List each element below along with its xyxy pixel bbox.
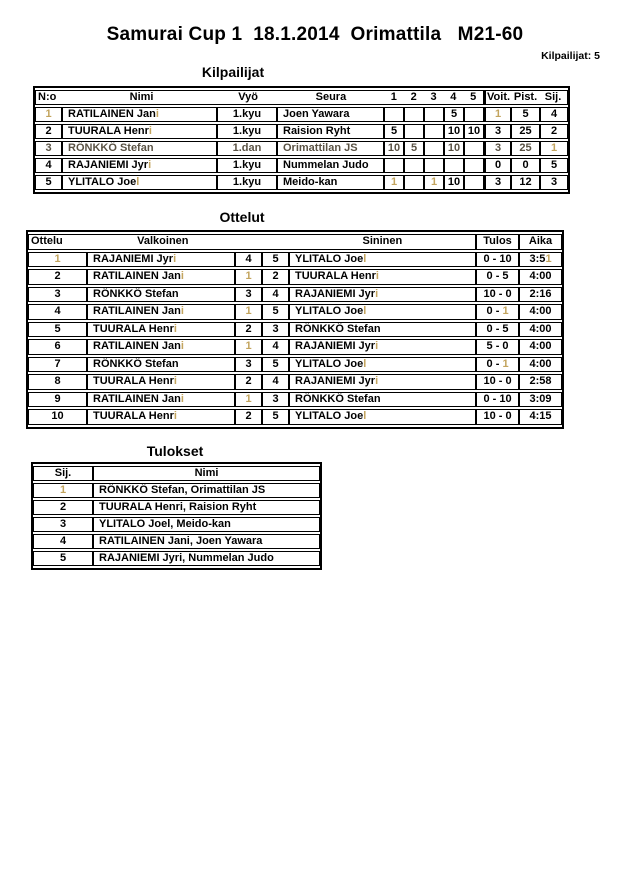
cell-aika: 4:00 [519,304,562,320]
cell-aika: 3:51 [519,252,562,268]
cell-no: 5 [35,175,62,190]
cell-seura: Nummelan Judo [277,158,384,173]
cell-tulos: 10 - 0 [476,374,519,390]
faint-glyph: 1 [245,305,252,318]
cell-valkoinen: RATILAINEN Jani [87,304,235,320]
cell-sij: 2 [33,500,93,515]
faint-glyph: 1 [245,340,252,353]
cell-pist: 5 [511,107,540,122]
faint-glyph: 1 [45,108,52,120]
cell-round-2 [404,107,424,122]
cell-valkoinen: RATILAINEN Jani [87,339,235,355]
cell-aika: 4:00 [519,339,562,355]
faint-glyph: l [363,252,367,265]
cell-white-number: 2 [235,409,262,425]
kilpailijat-table [33,86,570,194]
col-header-vyo: Vyö [238,91,259,103]
faint-glyph: i [375,270,379,283]
cell-no [35,107,62,122]
col-header-round-1: 1 [390,91,397,103]
faint-glyph: i [375,287,379,300]
cell-seura: Joen Yawara [277,107,384,122]
faint-glyph: 1 [502,305,509,318]
col-header-pist: Pist. [513,91,538,103]
cell-pist: 0 [511,158,540,173]
table-row [33,500,320,515]
cell-ottelu: 3 [28,287,87,303]
cell-nimi: TUURALA Henri [62,124,217,139]
cell-white-number: 2 [235,322,262,338]
table-row [35,107,568,122]
col-header-nimi: Nimi [129,91,154,103]
col-header-valkoinen: Valkoinen [137,235,189,248]
cell-round-1: 5 [384,124,404,139]
cell-blue-number: 5 [262,357,289,373]
faint-glyph: 1 [502,357,509,370]
col-header-aika: Aika [519,234,562,250]
cell-round-4: 10 [444,124,464,139]
cell-aika: 2:16 [519,287,562,303]
cell-vyo: 1.kyu [217,107,277,122]
table-row [28,304,562,320]
table-row [28,252,562,268]
cell-round-3 [424,124,444,139]
cell-blue-number: 4 [262,287,289,303]
faint-glyph: 1 [59,484,67,496]
kilpailijat-header-right [484,90,568,105]
cell-ottelu: 9 [28,392,87,408]
cell-ottelu [28,252,87,268]
cell-valkoinen: RAJANIEMI Jyri [87,252,235,268]
cell-aika: 2:58 [519,374,562,390]
cell-sij [33,483,93,498]
table-row [35,141,568,156]
kilpailijat-heading: Kilpailijat [201,64,265,80]
cell-valkoinen: RÖNKKÖ Stefan [87,357,235,373]
cell-sininen: RAJANIEMI Jyri [289,287,476,303]
table-row [35,124,568,139]
cell-sininen: YLITALO Joel [289,304,476,320]
table-row [33,517,320,532]
cell-round-4 [444,158,464,173]
cell-round-2 [404,158,424,173]
cell-sij: 2 [540,124,568,139]
faint-glyph: 1 [551,142,558,154]
cell-white-number: 2 [235,374,262,390]
cell-valkoinen: RÖNKKÖ Stefan [87,287,235,303]
cell-seura: Raision Ryht [277,124,384,139]
table-row [33,483,320,498]
cell-round-3 [424,158,444,173]
cell-aika: 4:15 [519,409,562,425]
cell-vyo: 1.kyu [217,158,277,173]
faint-glyph: 1 [390,176,398,188]
table-row [33,534,320,549]
cell-round-3 [424,107,444,122]
faint-glyph: 1 [494,108,502,120]
cell-round-5 [464,158,484,173]
faint-glyph: i [155,108,159,120]
col-header-round-3: 3 [430,91,437,103]
faint-glyph: 1 [245,270,252,283]
cell-sininen: TUURALA Henri [289,269,476,285]
ottelut-table [26,230,564,429]
cell-pist: 25 [511,124,540,139]
cell-nimi: YLITALO Joel, Meido-kan [93,517,320,532]
cell-sij: 4 [540,107,568,122]
table-row [28,357,562,373]
faint-glyph: i [148,159,152,171]
cell-white-number [235,392,262,408]
kilpailijat-header-row [35,90,568,105]
cell-white-number: 3 [235,287,262,303]
cell-round-3 [424,141,444,156]
cell-sij: 3 [33,517,93,532]
faint-glyph: 1 [430,176,438,188]
cell-tulos: 0 - 1 [476,304,519,320]
cell-round-2 [404,175,424,190]
col-header-tulos: Tulos [476,234,519,250]
cell-voit: 3 [484,124,511,139]
col-header-round-4: 4 [450,91,457,103]
ottelut-header-left [28,234,476,250]
cell-blue-number: 2 [262,269,289,285]
cell-aika: 3:09 [519,392,562,408]
col-header-sininen: Sininen [362,235,403,248]
competitors-count-note: Kilpailijat: 5 [541,50,600,62]
cell-blue-number: 5 [262,304,289,320]
cell-ottelu: 7 [28,357,87,373]
cell-valkoinen: RATILAINEN Jani [87,392,235,408]
cell-pist: 25 [511,141,540,156]
cell-blue-number: 4 [262,374,289,390]
cell-voit: 3 [484,141,511,156]
faint-glyph: l [363,357,367,370]
cell-voit: 3 [484,175,511,190]
cell-voit [484,107,511,122]
faint-glyph: i [180,340,184,353]
cell-tulos: 5 - 0 [476,339,519,355]
cell-sij: 5 [540,158,568,173]
cell-sininen: RAJANIEMI Jyri [289,374,476,390]
cell-seura: Orimattilan JS [277,141,384,156]
table-row [35,158,568,173]
cell-tulos: 0 - 10 [476,252,519,268]
faint-glyph: l [136,176,140,188]
cell-round-2: 5 [404,141,424,156]
cell-round-5 [464,141,484,156]
cell-ottelu: 5 [28,322,87,338]
cell-white-number [235,269,262,285]
cell-round-5: 10 [464,124,484,139]
faint-glyph: 1 [54,252,61,265]
ottelut-header-row [28,234,562,250]
faint-glyph: 1 [245,392,252,405]
cell-tulos: 10 - 0 [476,409,519,425]
cell-round-2 [404,124,424,139]
cell-blue-number: 5 [262,252,289,268]
col-header-seura: Seura [315,91,347,103]
cell-nimi: RÖNKKÖ Stefan [62,141,217,156]
cell-sininen: YLITALO Joel [289,409,476,425]
cell-sij [540,141,568,156]
cell-aika: 4:00 [519,357,562,373]
cell-blue-number: 4 [262,339,289,355]
table-row [33,551,320,566]
cell-sij: 5 [33,551,93,566]
table-row [28,322,562,338]
cell-valkoinen: TUURALA Henri [87,322,235,338]
cell-sij: 3 [540,175,568,190]
faint-glyph: i [375,340,379,353]
cell-no: 3 [35,141,62,156]
faint-glyph: l [363,410,367,423]
cell-voit: 0 [484,158,511,173]
cell-round-1 [384,175,404,190]
faint-glyph: i [173,252,177,265]
cell-sininen: RÖNKKÖ Stefan [289,322,476,338]
col-header-voit: Voit. [487,91,511,103]
cell-round-4: 5 [444,107,464,122]
cell-round-1 [384,107,404,122]
table-row [35,175,568,190]
cell-sininen: YLITALO Joel [289,357,476,373]
cell-white-number [235,339,262,355]
cell-nimi: RATILAINEN Jani, Joen Yawara [93,534,320,549]
cell-nimi: YLITALO Joel [62,175,217,190]
cell-aika: 4:00 [519,322,562,338]
table-row [28,269,562,285]
cell-no: 2 [35,124,62,139]
cell-ottelu: 6 [28,339,87,355]
cell-no: 4 [35,158,62,173]
col-header-round-2: 2 [410,91,417,103]
cell-round-4: 10 [444,175,464,190]
cell-nimi: RATILAINEN Jani [62,107,217,122]
tulokset-table [31,462,322,570]
faint-glyph: i [173,322,177,335]
faint-glyph: i [148,125,152,137]
cell-seura: Meido-kan [277,175,384,190]
cell-blue-number: 5 [262,409,289,425]
cell-ottelu: 2 [28,269,87,285]
cell-sininen: RÖNKKÖ Stefan [289,392,476,408]
faint-glyph: i [375,375,379,388]
cell-pist: 12 [511,175,540,190]
cell-tulos: 0 - 5 [476,269,519,285]
cell-ottelu: 4 [28,304,87,320]
faint-glyph: i [173,410,177,423]
kilpailijat-header-left [35,90,484,105]
tulokset-heading: Tulokset [146,443,204,459]
cell-round-1: 10 [384,141,404,156]
cell-tulos: 0 - 10 [476,392,519,408]
cell-blue-number: 3 [262,392,289,408]
ottelut-heading: Ottelut [219,209,265,225]
faint-glyph: l [363,305,367,318]
cell-white-number: 4 [235,252,262,268]
cell-white-number: 3 [235,357,262,373]
faint-glyph: 1 [545,252,552,265]
table-row [28,409,562,425]
cell-tulos: 10 - 0 [476,287,519,303]
cell-round-5 [464,175,484,190]
col-header-sij: Sij. [33,466,93,481]
faint-glyph: i [173,375,177,388]
faint-glyph: i [180,392,184,405]
cell-white-number [235,304,262,320]
table-row [28,287,562,303]
tulokset-header-row [33,466,320,481]
col-header-sij: Sij. [544,91,562,103]
col-header-ottelu: Ottelu [31,235,63,248]
cell-valkoinen: RATILAINEN Jani [87,269,235,285]
col-header-round-5: 5 [470,91,477,103]
faint-glyph: i [180,270,184,283]
cell-sij: 4 [33,534,93,549]
cell-nimi: RÖNKKÖ Stefan, Orimattilan JS [93,483,320,498]
cell-blue-number: 3 [262,322,289,338]
cell-nimi: RAJANIEMI Jyri, Nummelan Judo [93,551,320,566]
cell-valkoinen: TUURALA Henri [87,374,235,390]
table-row [28,392,562,408]
cell-vyo: 1.kyu [217,175,277,190]
table-row [28,374,562,390]
cell-sininen: RAJANIEMI Jyri [289,339,476,355]
table-row [28,339,562,355]
cell-nimi: TUURALA Henri, Raision Ryht [93,500,320,515]
cell-sininen: YLITALO Joel [289,252,476,268]
cell-round-3 [424,175,444,190]
page-title: Samurai Cup 1 18.1.2014 Orimattila M21-60 [106,24,524,45]
cell-nimi: RAJANIEMI Jyri [62,158,217,173]
cell-ottelu: 8 [28,374,87,390]
col-header-no: N:o [38,91,57,103]
cell-tulos: 0 - 1 [476,357,519,373]
cell-vyo: 1.kyu [217,124,277,139]
faint-glyph: i [180,305,184,318]
cell-round-5 [464,107,484,122]
cell-vyo: 1.dan [217,141,277,156]
col-header-nimi: Nimi [93,466,320,481]
cell-aika: 4:00 [519,269,562,285]
cell-round-4: 10 [444,141,464,156]
cell-valkoinen: TUURALA Henri [87,409,235,425]
cell-round-1 [384,158,404,173]
cell-tulos: 0 - 5 [476,322,519,338]
cell-ottelu: 10 [28,409,87,425]
